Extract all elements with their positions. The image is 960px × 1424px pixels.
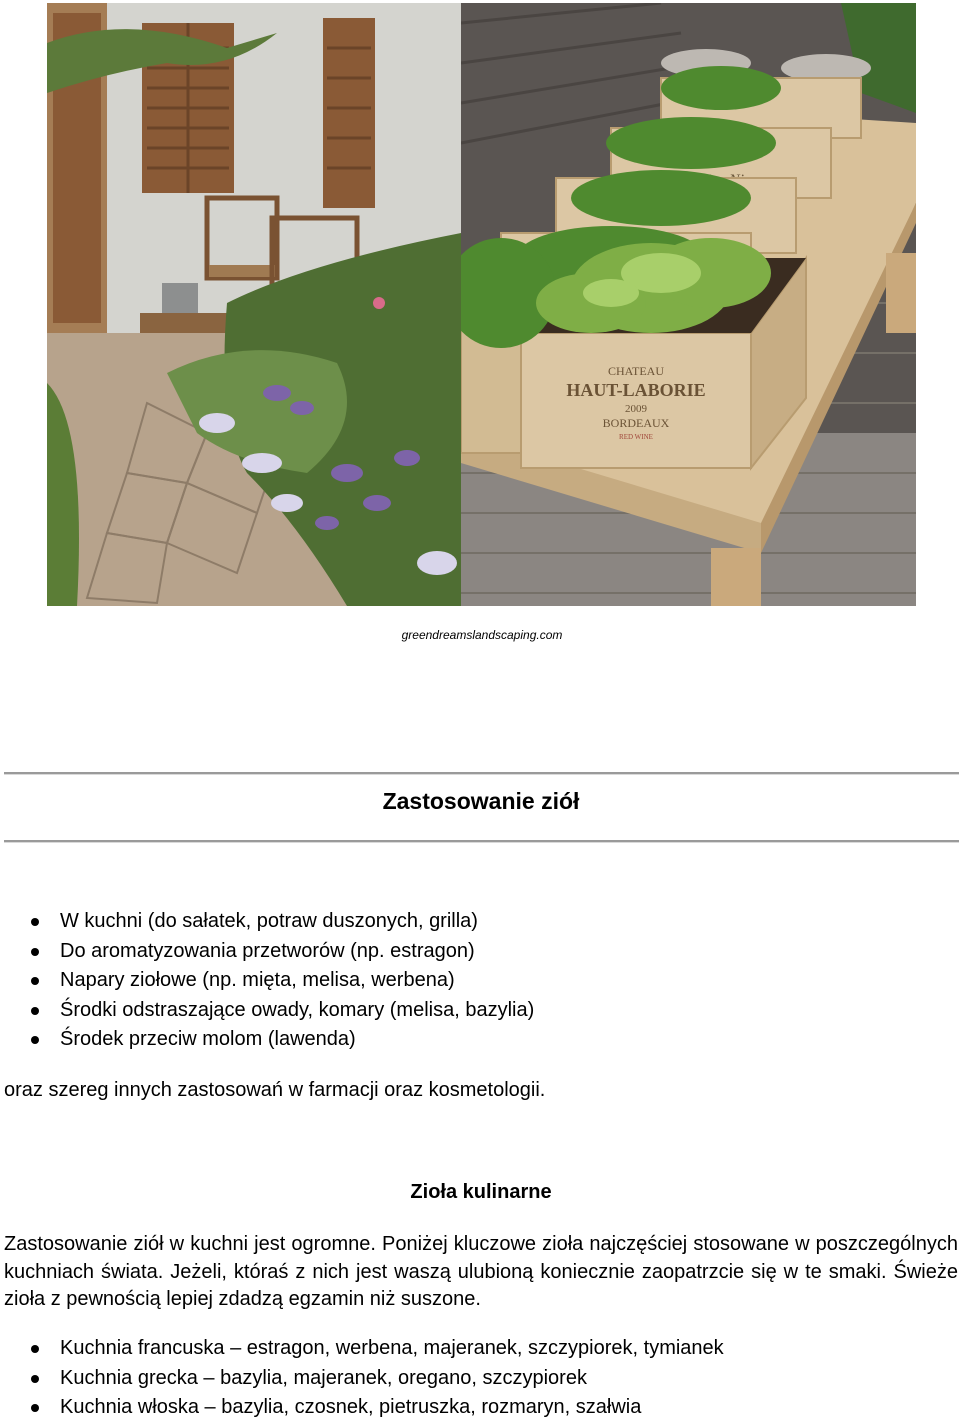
list-item: Kuchnia włoska – bazylia, czosnek, pietruszka, rozmaryn, szałwia — [0, 1393, 724, 1423]
garden-patio-photo — [47, 3, 461, 606]
cuisine-herbs-list — [0, 1334, 724, 1423]
crate-label-line5: RED WINE — [619, 433, 653, 441]
herb-uses-list — [0, 907, 534, 1055]
garden-patio-photo-icon — [47, 3, 461, 606]
section-divider-bottom — [4, 840, 959, 843]
uses-note: oraz szereg innych zastosowań w farmacji oraz kosmetologii. — [4, 1079, 546, 1101]
list-item: Napary ziołowe (np. mięta, melisa, werbena) — [0, 966, 534, 996]
list-item: Kuchnia francuska – estragon, werbena, majeranek, szczypiorek, tymianek — [0, 1334, 724, 1364]
section-title: Zastosowanie ziół — [382, 788, 580, 814]
crate-label-line1: CHATEAU — [608, 364, 664, 378]
list-item: Kuchnia grecka – bazylia, majeranek, oregano, szczypiorek — [0, 1364, 724, 1394]
crate-label-line4: BORDEAUX — [602, 416, 670, 430]
culinary-paragraph: Zastosowanie ziół w kuchni jest ogromne. Poniżej kluczowe zioła najczęściej stosowane w poszczególnych kuchniach świata. Jeżeli, któraś z nich jest waszą ulubioną koniecznie zaopatrzcie się w te smaki. Świeże zioła z pewnością lepiej zdadzą egzamin niż suszone. — [4, 1233, 958, 1310]
crate-label-line3: 2009 — [625, 403, 647, 415]
list-item: Środek przeciw molom (lawenda) — [0, 1025, 534, 1055]
section-divider-top — [4, 772, 959, 775]
list-item: Środki odstraszające owady, komary (melisa, bazylia) — [0, 996, 534, 1026]
image-caption: greendreamslandscaping.com — [401, 628, 563, 642]
list-item: Do aromatyzowania przetworów (np. estragon) — [0, 937, 534, 967]
culinary-herbs-heading: Zioła kulinarne — [410, 1181, 552, 1203]
crate-label-line2: HAUT-LABORIE — [566, 380, 706, 400]
wine-crate-planters-photo-icon — [461, 3, 916, 606]
wine-crate-planters-photo — [461, 3, 916, 606]
list-item: W kuchni (do sałatek, potraw duszonych, grilla) — [0, 907, 534, 937]
